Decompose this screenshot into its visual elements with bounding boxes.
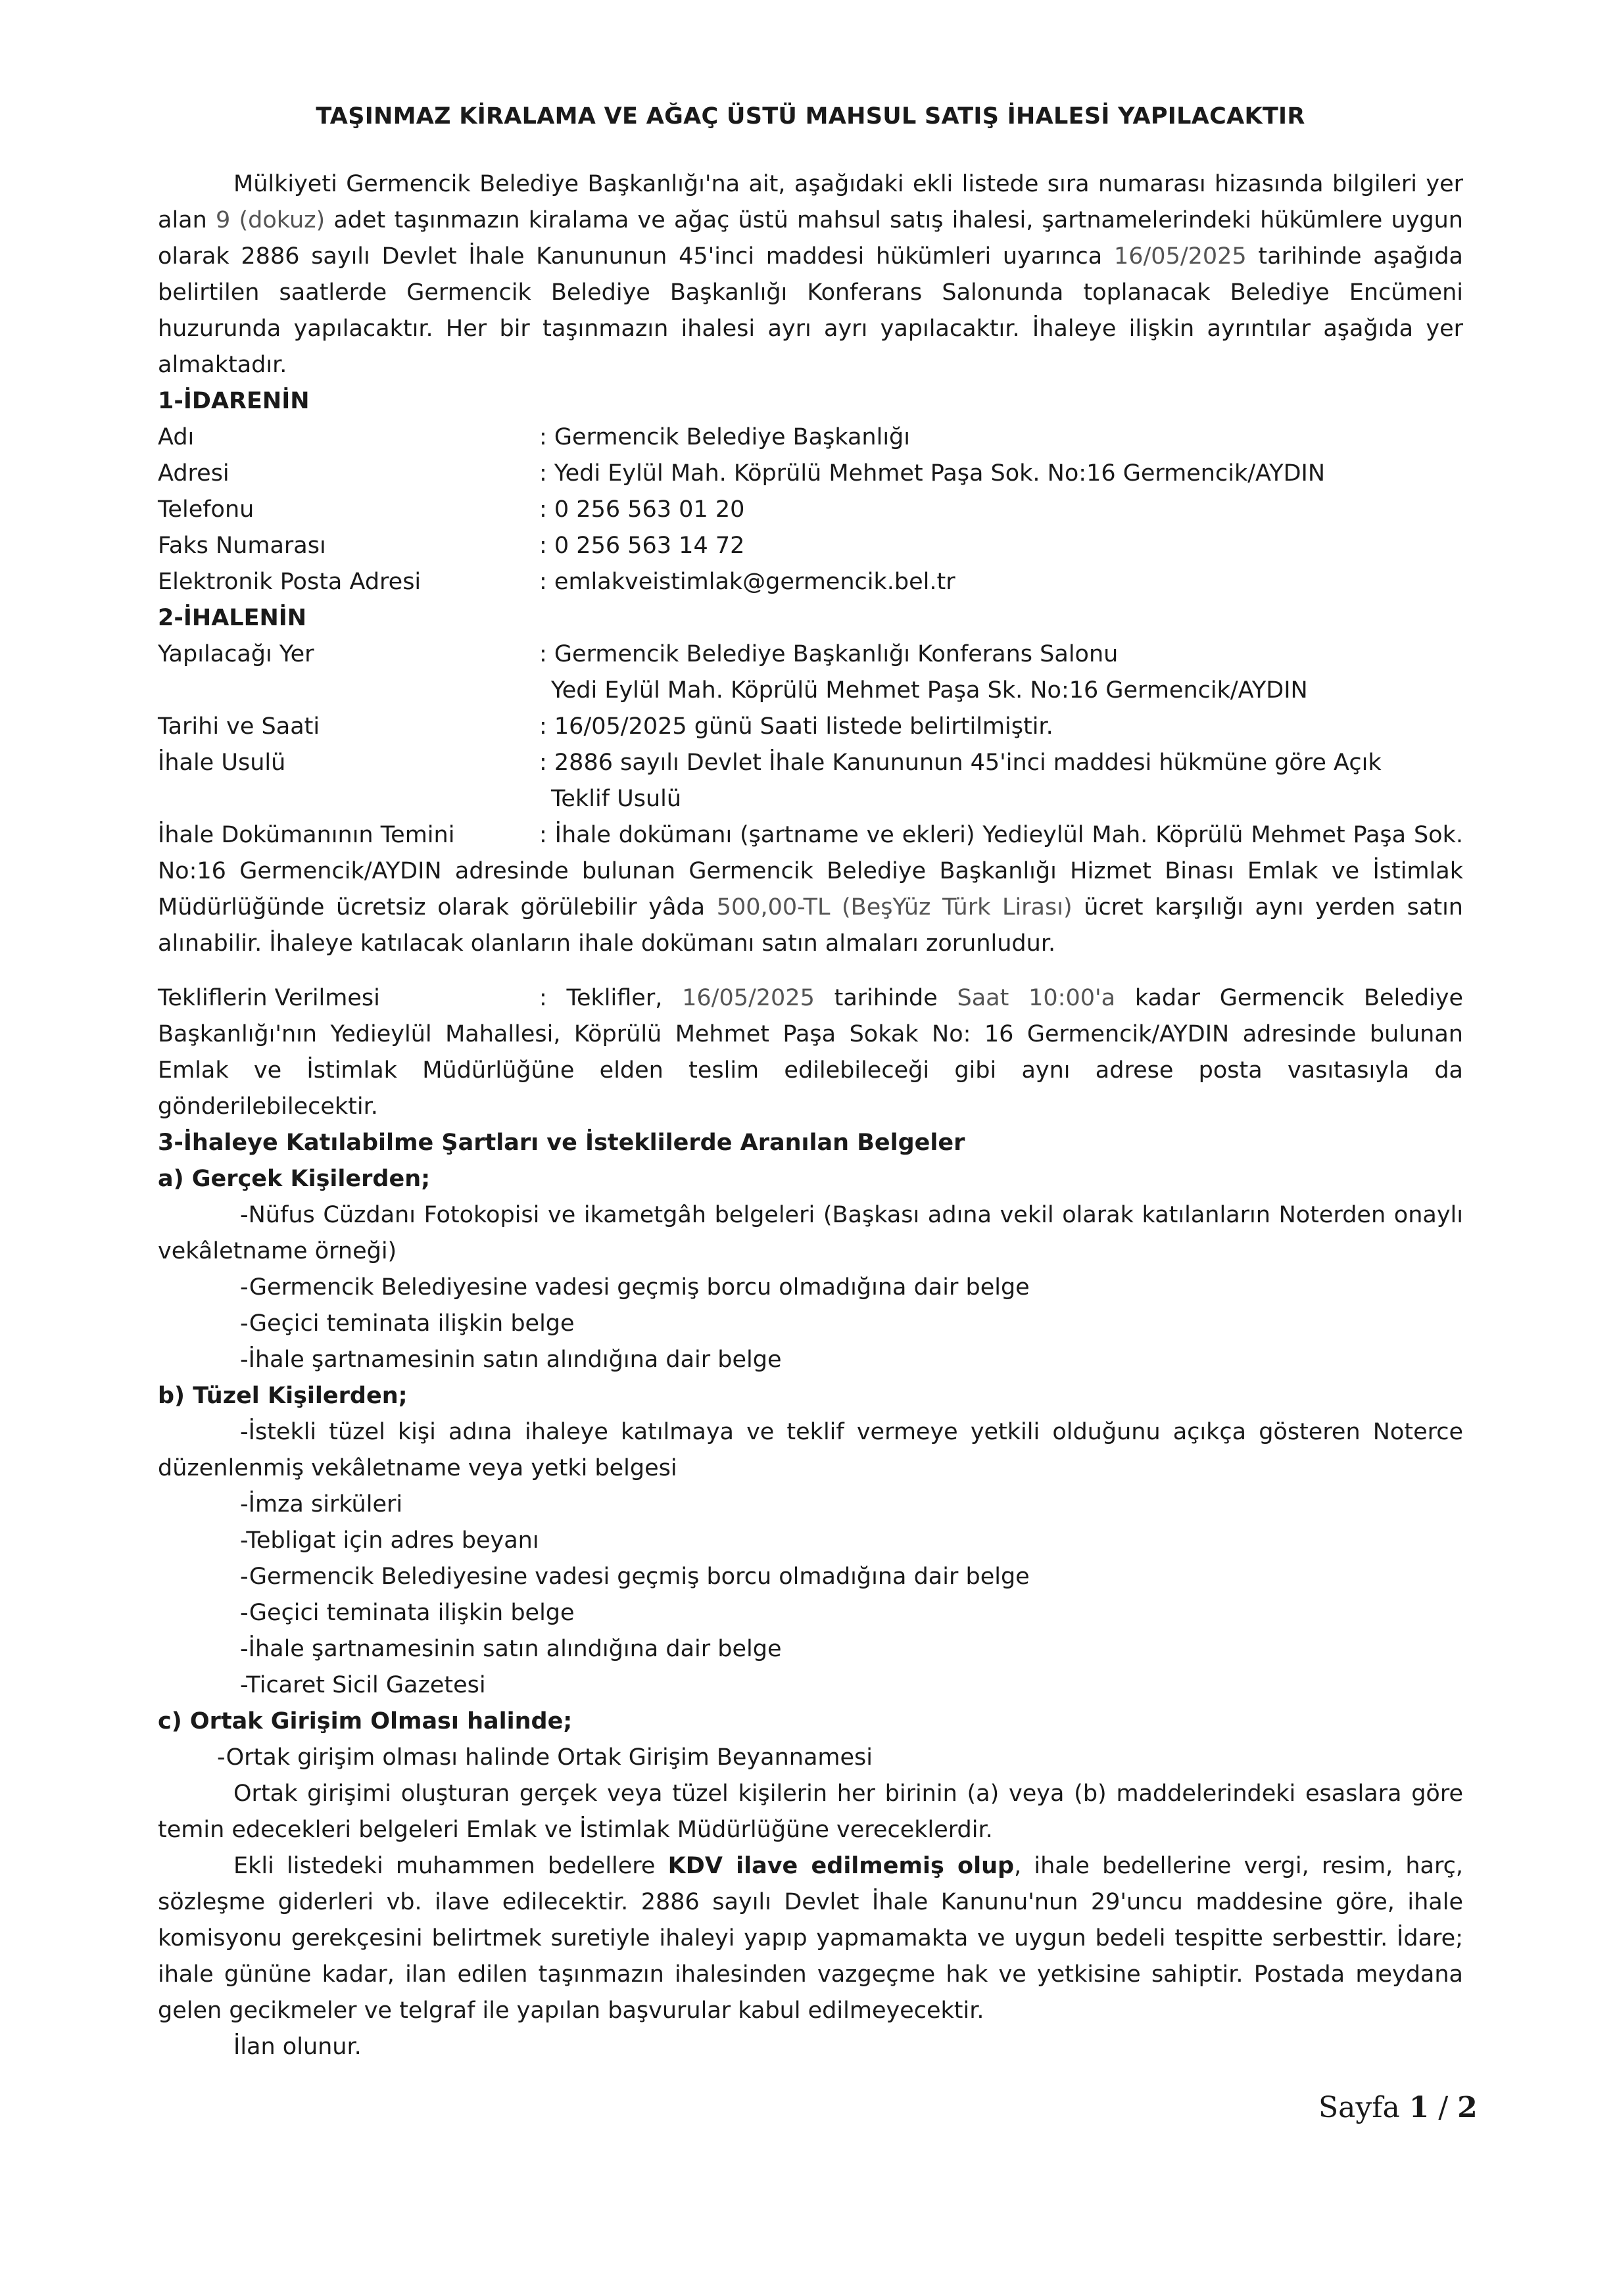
document-supply-paragraph xyxy=(158,817,1463,962)
list-item: -İmza sirküleri xyxy=(240,1491,403,1518)
c-heading: c) Ortak Girişim Olması halinde; xyxy=(158,1708,573,1734)
info-label: Elektronik Posta Adresi xyxy=(158,569,422,595)
offers-label: Tekliflerin Verilmesi xyxy=(158,985,380,1011)
doc-price: 500,00-TL (BeşYüz Türk Lirası) xyxy=(716,894,1073,921)
list-item: -Nüfus Cüzdanı Fotokopisi ve ikametgâh belgeleri (Başkası adına vekil olarak katılanların Noterden onaylı vekâletname örneği) xyxy=(158,1202,1463,1264)
page-separator: / xyxy=(1429,2091,1458,2124)
list-item: -İstekli tüzel kişi adına ihaleye katılmaya ve teklif vermeye yetkili olduğunu açıkça gösteren Noterce düzenlenmiş vekâletname veya yetki belgesi xyxy=(158,1419,1463,1481)
info-row xyxy=(158,456,1463,492)
closing-paragraph-1: Ortak girişimi oluşturan gerçek veya tüzel kişilerin her birinin (a) veya (b) maddelerindeki esaslara göre temin edecekleri belgeleri Emlak ve İstimlak Müdürlüğüne vereceklerdir. xyxy=(158,1781,1463,1843)
closing-paragraph-2 xyxy=(158,1848,1463,2029)
place-label: Yapılacağı Yer xyxy=(158,641,314,667)
offers-time: Saat 10:00'a xyxy=(957,985,1116,1011)
list-item: -İhale şartnamesinin satın alındığına dair belge xyxy=(240,1347,782,1373)
list-item: -Geçici teminata ilişkin belge xyxy=(240,1600,575,1626)
list-item: -İhale şartnamesinin satın alındığına dair belge xyxy=(240,1636,782,1662)
intro-text-1: Mülkiyeti Germencik Belediye Başkanlığı'na ait, aşağıdaki ekli listede sıra numarası hizasında bilgileri yer alan xyxy=(158,171,1463,233)
document-title: TAŞINMAZ KİRALAMA VE AĞAÇ ÜSTÜ MAHSUL SATIŞ İHALESİ YAPILACAKTIR xyxy=(316,103,1305,130)
offers-text-3: kadar Germencik Belediye Başkanlığı'nın Yedieylül Mahallesi, Köprülü Mehmet Paşa Sokak No: 16 Germencik/AYDIN adresinde bulunan Emlak ve İstimlak Müdürlüğüne elden teslim edilebileceği gibi aynı adrese posta vasıtasıyla da gönderilebilecektir. xyxy=(158,985,1463,1120)
method-value xyxy=(539,745,1463,817)
section2-heading: 2-İHALENİN xyxy=(158,605,307,631)
list-item: -Ortak girişim olması halinde Ortak Girişim Beyannamesi xyxy=(217,1744,873,1771)
method-line-1: : 2886 sayılı Devlet İhale Kanununun 45'inci maddesi hükmüne göre Açık xyxy=(539,750,1382,776)
page-prefix: Sayfa xyxy=(1318,2091,1409,2124)
info-value: : 0 256 563 01 20 xyxy=(539,496,745,523)
offers-text-1: : Teklifler, xyxy=(539,985,683,1011)
info-label: Adresi xyxy=(158,460,229,487)
list-item: -Tebligat için adres beyanı xyxy=(240,1527,539,1554)
offers-date: 16/05/2025 xyxy=(682,985,815,1011)
page-current: 1 xyxy=(1409,2091,1430,2124)
b-heading: b) Tüzel Kişilerden; xyxy=(158,1383,408,1409)
section1-heading: 1-İDARENİN xyxy=(158,388,310,414)
document xyxy=(158,99,1463,2065)
date-row xyxy=(158,709,1463,745)
intro-count: 9 (dokuz) xyxy=(216,207,326,233)
closing-announcement: İlan olunur. xyxy=(233,2034,362,2060)
offers-paragraph xyxy=(158,980,1463,1125)
intro-text-2: adet taşınmazın kiralama ve ağaç üstü mahsul satış ihalesi, şartnamelerindeki hükümlere uygun olarak 2886 sayılı Devlet İhale Kanununun 45'inci maddesi hükümleri uyarınca xyxy=(158,207,1463,270)
date-value: : 16/05/2025 günü Saati listede belirtilmiştir. xyxy=(539,713,1053,740)
place-value xyxy=(539,636,1463,709)
closing-text-b: , ihale bedellerine vergi, resim, harç, sözleşme giderleri vb. ilave edilecektir. 2886 sayılı Devlet İhale Kanunu'nun 29'uncu maddesine göre, ihale komisyonu gerekçesini belirtmek suretiyle ihaleyi yapıp yapmamakta ve uygun bedeli tespitte serbesttir. İdare; ihale gününe kadar, ilan edilen taşınmazın ihalesinden vazgeçme hak ve yetkisine sahiptir. Postada meydana gelen gecikmeler ve telgraf ile yapılan başvurular kabul edilmeyecektir. xyxy=(158,1853,1463,2024)
doc-text-1: : İhale dokümanı (şartname ve ekleri) Yedieylül Mah. Köprülü Mehmet Paşa Sok. No:16 Germencik/AYDIN adresinde bulunan Germencik Belediye Başkanlığı Hizmet Binası Emlak ve İstimlak Müdürlüğünde ücretsiz olarak görülebilir yâda xyxy=(158,822,1463,921)
list-item: -Ticaret Sicil Gazetesi xyxy=(240,1672,486,1698)
page-number xyxy=(1318,2091,1478,2124)
list-item: -Germencik Belediyesine vadesi geçmiş borcu olmadığına dair belge xyxy=(240,1564,1030,1590)
method-line-2: Teklif Usulü xyxy=(551,786,682,812)
place-line-2: Yedi Eylül Mah. Köprülü Mehmet Paşa Sk. No:16 Germencik/AYDIN xyxy=(551,677,1308,704)
page-total: 2 xyxy=(1457,2091,1478,2124)
info-value: : 0 256 563 14 72 xyxy=(539,533,745,559)
info-row xyxy=(158,419,1463,456)
intro-date: 16/05/2025 xyxy=(1113,243,1247,270)
section3-heading: 3-İhaleye Katılabilme Şartları ve İsteklilerde Aranılan Belgeler xyxy=(158,1130,965,1156)
intro-text-3: tarihinde aşağıda belirtilen saatlerde Germencik Belediye Başkanlığı Konferans Salonunda toplanacak Belediye Encümeni huzurunda yapılacaktır. Her bir taşınmazın ihalesi ayrı ayrı yapılacaktır. İhaleye ilişkin ayrıntılar aşağıda yer almaktadır. xyxy=(158,243,1463,378)
offers-text-2: tarihinde xyxy=(814,985,957,1011)
doc-text-2: ücret karşılığı aynı yerden satın alınabilir. İhaleye katılacak olanların ihale dokümanı satın almaları zorunludur. xyxy=(158,894,1463,957)
info-value: : Germencik Belediye Başkanlığı xyxy=(539,424,910,450)
info-value: : emlakveistimlak@germencik.bel.tr xyxy=(539,569,955,595)
a-heading: a) Gerçek Kişilerden; xyxy=(158,1166,431,1192)
date-label: Tarihi ve Saati xyxy=(158,713,320,740)
method-label: İhale Usulü xyxy=(158,750,286,776)
info-value: : Yedi Eylül Mah. Köprülü Mehmet Paşa Sok. No:16 Germencik/AYDIN xyxy=(539,460,1326,487)
intro-paragraph xyxy=(158,166,1463,383)
info-row xyxy=(158,528,1463,564)
place-row xyxy=(158,636,1463,709)
closing-text-a: Ekli listedeki muhammen bedellere xyxy=(233,1853,668,1879)
list-item: -Geçici teminata ilişkin belge xyxy=(240,1310,575,1337)
method-row xyxy=(158,745,1463,817)
list-item: -Germencik Belediyesine vadesi geçmiş borcu olmadığına dair belge xyxy=(240,1274,1030,1301)
info-label: Adı xyxy=(158,424,195,450)
info-label: Faks Numarası xyxy=(158,533,326,559)
place-line-1: : Germencik Belediye Başkanlığı Konferans Salonu xyxy=(539,641,1119,667)
info-row xyxy=(158,492,1463,528)
info-label: Telefonu xyxy=(158,496,254,523)
doc-label: İhale Dokümanının Temini xyxy=(158,822,455,848)
closing-vat-note: KDV ilave edilmemiş olup xyxy=(667,1853,1015,1879)
info-row xyxy=(158,564,1463,600)
